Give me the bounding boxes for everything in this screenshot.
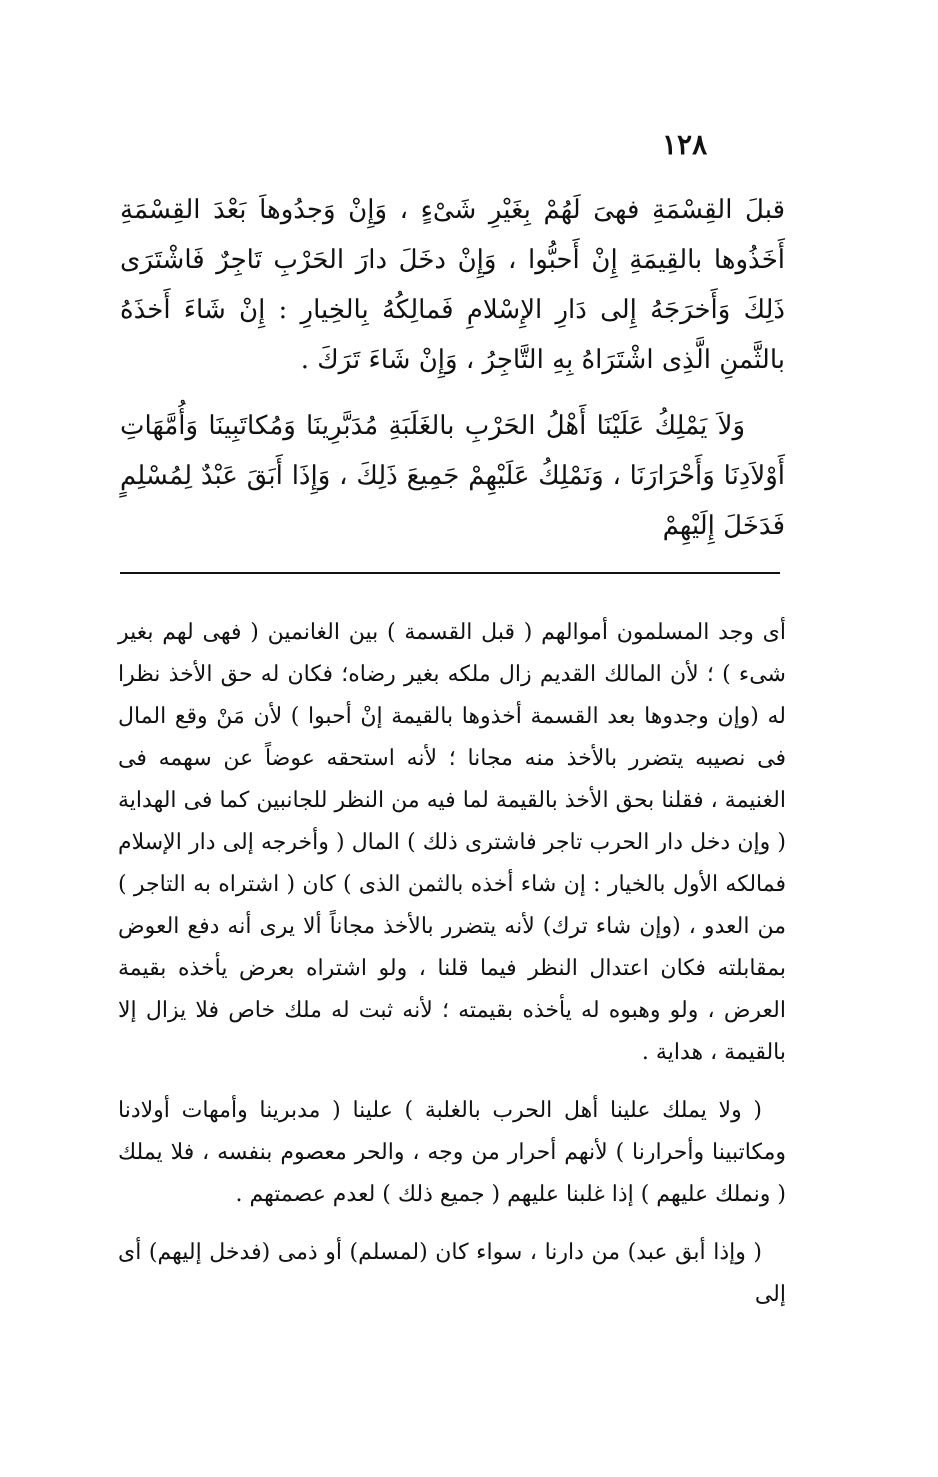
commentary-paragraph-3: ( وإذا أبق عبد) من دارنا ، سواء كان (لمسلم) أو ذمى (فدخل إليهم) أى إلى [118,1240,786,1307]
main-text [120,185,785,551]
separator-rule [120,572,780,574]
commentary-text [118,612,786,1316]
page-number: ١٢٨ [662,128,708,161]
commentary-paragraph-1: أى وجد المسلمون أموالهم ( قبل القسمة ) بين الغانمين ( فهى لهم بغير شىء ) ؛ لأن المالك القديم زال ملكه بغير رضاه؛ فكان له حق الأخذ نظرا له (وإن وجدوها بعد القسمة أخذوها بالقيمة إنْ أحبوا ) لأن مَنْ وقع المال فى نصيبه يتضرر بالأخذ منه مجانا ؛ لأنه استحقه عوضاً عن سهمه فى الغنيمة ، فقلنا بحق الأخذ بالقيمة لما فيه من النظر للجانبين كما فى الهداية ( وإن دخل دار الحرب تاجر فاشترى ذلك ) المال ( وأخرجه إلى دار الإسلام فمالكه الأول بالخيار : إن شاء أخذه بالثمن الذى ) كان ( اشتراه به التاجر ) من العدو ، (وإن شاء ترك) لأنه يتضرر بالأخذ مجاناً ألا يرى أنه دفع العوض بمقابلته فكان اعتدال النظر فيما قلنا ، ولو اشتراه بعرض يأخذه بقيمة العرض ، ولو وهبوه له يأخذه بقيمته ؛ لأنه ثبت له ملك خاص فلا يزال إلا بالقيمة ، هداية . [118,620,786,1065]
main-paragraph-1: قبلَ القِسْمَةِ فهىَ لَهُمْ بِغَيْرِ شَىْءٍ ، وَإِنْ وَجدُوهاَ بَعْدَ القِسْمَةِ أَخَذُوها بالقِيمَةِ إِنْ أَحبُّوا ، وَإِنْ دخَلَ دارَ الحَرْبِ تَاجِرٌ فَاشْتَرَى ذَلِكَ وَأَخرَجَهُ إِلى دَارِ الإِسْلامِ فَمالِكُهُ بِالخِيارِ : إِنْ شَاءَ أَخذَهُ بالثَّمنِ الَّذِى اشْتَرَاهُ بِهِ التَّاجِرُ ، وَإِنْ شَاءَ تَرَكَ . [120,195,785,375]
main-paragraph-2: وَلاَ يَمْلِكُ عَلَيْنَا أَهْلُ الحَرْبِ بالغَلَبَةِ مُدَبَّرِينَا وَمُكاتَبِينَا وَأُمَّهَاتِ أَوْلاَدِنَا وَأَحْرَارَنَا ، وَنَمْلِكُ عَلَيْهِمْ جَمِيعَ ذَلِكَ ، وَإِذَا أَبَقَ عَبْدٌ لِمُسْلِمٍ فَدَخَلَ إِلَيْهِمْ [120,411,785,541]
commentary-paragraph-2: ( ولا يملك علينا أهل الحرب بالغلبة ) علينا ( مدبرينا وأمهات أولادنا ومكاتبينا وأحرارنا ) لأنهم أحرار من وجه ، والحر معصوم بنفسه ، فلا يملك ( ونملك عليهم ) إذا غلبنا عليهم ( جميع ذلك ) لعدم عصمتهم . [118,1098,786,1207]
